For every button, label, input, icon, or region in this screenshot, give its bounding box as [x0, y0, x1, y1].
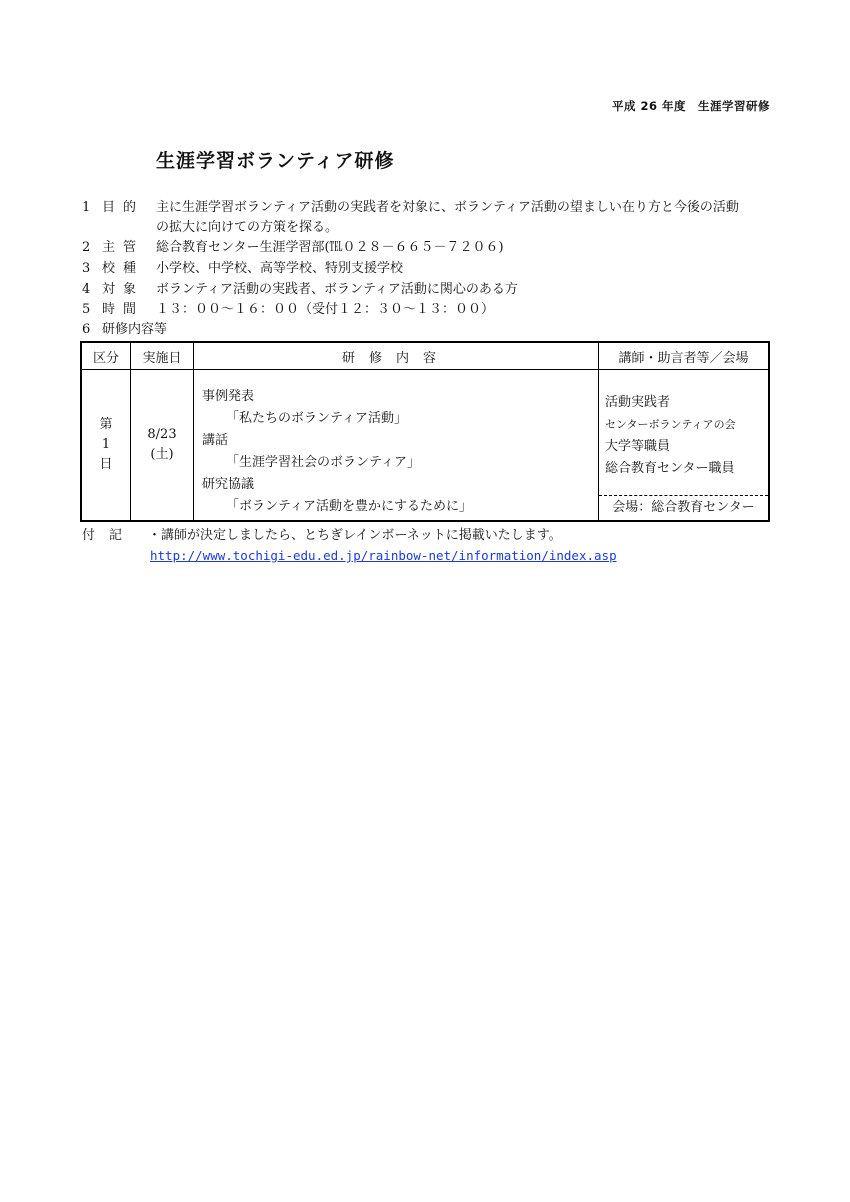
item-label: 時間: [102, 302, 145, 317]
schedule-table: [80, 341, 770, 522]
content-cell: [194, 370, 599, 522]
header-content: 研修内容: [194, 342, 599, 370]
item-content-heading: [82, 320, 167, 340]
lecturer-item: センターボランティアの会: [605, 418, 736, 431]
day-char: 日: [99, 457, 113, 472]
item-label: 主管: [102, 240, 145, 255]
item-organizer: [82, 238, 504, 258]
day-cell: [81, 370, 131, 522]
item-value: ボランティア活動の実践者、ボランティア活動に関心のある方: [156, 282, 518, 297]
content-line: 「ボランティア活動を豊かにするために」: [226, 499, 472, 514]
lecturer-item: 総合教育センター職員: [605, 461, 735, 476]
item-number: 6: [82, 322, 91, 337]
header-fiscal-label: 平成 26 年度 生涯学習研修: [611, 99, 770, 113]
item-value: 主に生涯学習ボランティア活動の実践者を対象に、ボランティア活動の望ましい在り方と今後の活動: [156, 200, 739, 215]
item-value: 小学校、中学校、高等学校、特別支援学校: [156, 261, 404, 276]
venue-label: 会場：総合教育センター: [599, 495, 768, 520]
lecturer-cell: [599, 370, 770, 522]
content-line: 「私たちのボランティア活動」: [226, 411, 407, 426]
item-school-type: [82, 259, 403, 279]
item-target: [82, 280, 518, 300]
item-purpose: [82, 198, 739, 218]
header-kubun: 区分: [81, 342, 131, 370]
content-line: 「生涯学習社会のボランティア」: [226, 455, 420, 470]
note-label: 付記: [82, 528, 137, 543]
item-value: 総合教育センター生涯学習部(℡０２８－６６５－７２０６): [156, 240, 504, 255]
lecturer-item: 大学等職員: [605, 439, 671, 454]
item-purpose-continued: の拡大に向けての方策を探る。: [156, 220, 339, 235]
item-number: 5: [82, 302, 91, 317]
item-number: 4: [82, 282, 91, 297]
item-label: 目的: [102, 200, 145, 215]
item-number: 3: [82, 261, 91, 276]
date-cell: [131, 370, 194, 522]
content-line: 事例発表: [202, 389, 255, 404]
item-number: 1: [82, 200, 91, 215]
content-line: 講話: [202, 433, 229, 448]
page-title: 生涯学習ボランティア研修: [156, 150, 395, 172]
date-value: 8/23: [147, 427, 177, 442]
item-label: 対象: [102, 282, 145, 297]
item-number: 2: [82, 240, 91, 255]
note-text: ・講師が決定しましたら、とちぎレインボーネットに掲載いたします。: [148, 528, 562, 543]
rainbow-net-link[interactable]: http://www.tochigi-edu.ed.jp/rainbow-net/information/index.asp: [150, 548, 617, 563]
note-row: [82, 526, 562, 546]
lecturer-item: 活動実践者: [605, 395, 671, 410]
item-value: １３：００～１６：００（受付１２：３０～１３：００）: [156, 302, 495, 317]
lecturer-list: [599, 370, 768, 480]
content-line: 研究協議: [202, 477, 255, 492]
weekday-value: (土): [150, 447, 174, 462]
table-row: [81, 370, 769, 522]
header-lecturer: 講師・助言者等／会場: [599, 342, 770, 370]
header-date: 実施日: [131, 342, 194, 370]
item-label: 研修内容等: [102, 322, 168, 337]
day-char: 第: [99, 417, 113, 432]
day-char: 1: [101, 437, 111, 452]
item-time: [82, 300, 494, 320]
table-header-row: [81, 342, 769, 370]
item-label: 校種: [102, 261, 145, 276]
